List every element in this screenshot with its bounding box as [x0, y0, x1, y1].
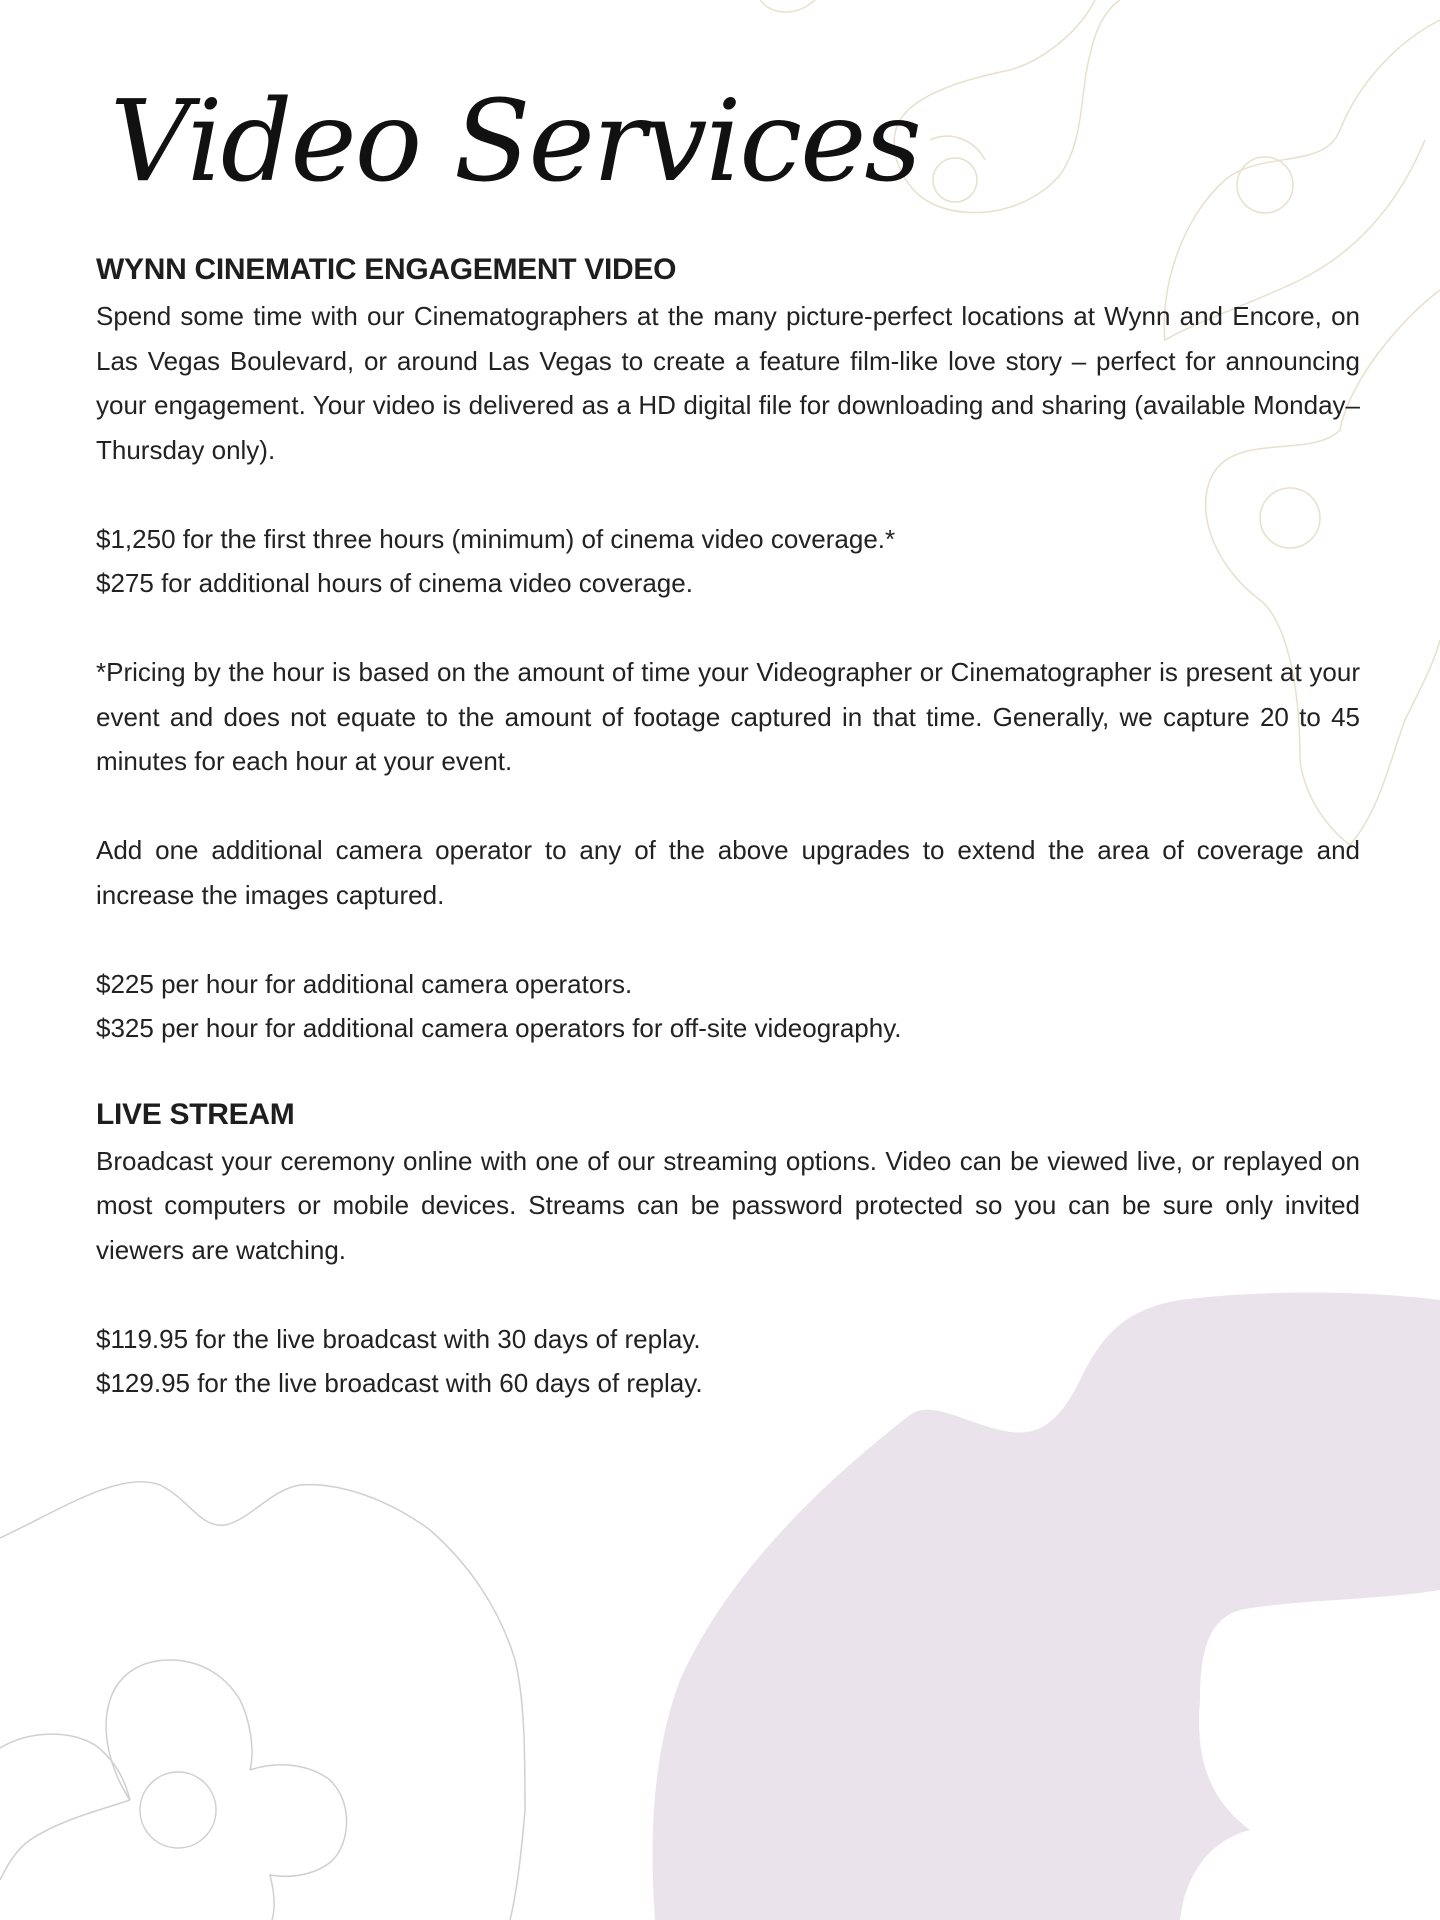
price-line: $225 per hour for additional camera operators. [96, 968, 633, 999]
addon-description: Add one additional camera operator to any of the above upgrades to extend the area of coverage and increase the images captured. [96, 835, 1360, 910]
section-intro: Broadcast your ceremony online with one of our streaming options. Video can be viewed live, or replayed on most computers or mobile devices. Streams can be password protected so you can be sure only invited viewers are watching. [96, 1145, 1360, 1265]
price-line: $275 for additional hours of cinema video coverage. [96, 568, 693, 598]
price-line: $325 per hour for additional camera operators for off-site videography. [96, 1013, 902, 1043]
price-line: $129.95 for the live broadcast with 60 days of replay. [96, 1368, 703, 1398]
content-area [96, 248, 1360, 1406]
section-cinematic-engagement [96, 248, 1360, 1051]
section-heading: LIVE STREAM [96, 1097, 295, 1131]
section-intro: Spend some time with our Cinematographers at the many picture-perfect locations at Wynn and Encore, on Las Vegas Boulevard, or around Las Vegas to create a feature film-like love story – perfect for announcing your engagement. Your video is delivered as a HD digital file for downloading and sharing (available Monday–Thursday only). [96, 301, 1360, 465]
price-line: $1,250 for the first three hours (minimum) of cinema video coverage.* [96, 523, 896, 554]
price-line: $119.95 for the live broadcast with 30 days of replay. [96, 1323, 701, 1354]
pricing-footnote: *Pricing by the hour is based on the amount of time your Videographer or Cinematographer is present at your event and does not equate to the amount of footage captured in that time. Generally, we capture 20 to 45 minutes for each hour at your event. [96, 657, 1360, 776]
page-title: Video Services [110, 77, 920, 207]
section-heading: WYNN CINEMATIC ENGAGEMENT VIDEO [96, 253, 677, 286]
section-live-stream [96, 1093, 1360, 1406]
flower-outline-icon [0, 1482, 525, 1920]
